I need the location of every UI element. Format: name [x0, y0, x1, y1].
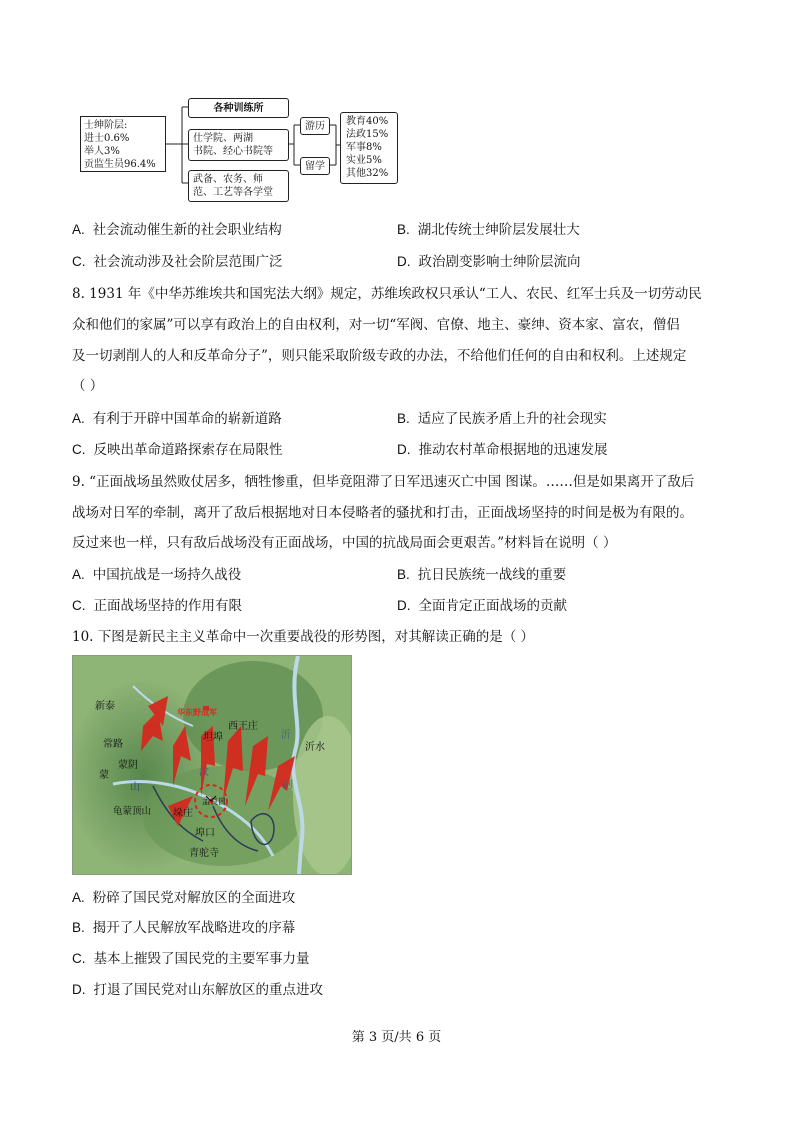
option-label: B.: [397, 567, 410, 582]
q9-option-b[interactable]: [397, 565, 566, 585]
academies-line: 书院、经心书院等: [193, 146, 273, 157]
map-label-yi: 沂: [281, 730, 291, 741]
q8-stem-line: 8. 1931 年《中华苏维埃共和国宪法大纲》规定，苏维埃政权只承认“工人、农民、红军士兵及一切劳动民: [72, 286, 702, 302]
map-label-yishui: 沂水: [305, 742, 325, 753]
map-label-fukou: 埠口: [195, 828, 215, 839]
option-label: A.: [72, 890, 85, 905]
q9-stem-line: 战场对日军的牵制，离开了敌后根据地对日本侵略者的骚扰和打击，正面战场坚持的时间是极为有限的。: [72, 505, 693, 521]
option-label: C.: [72, 598, 86, 613]
option-text: 打退了国民党对山东解放区的重点进攻: [93, 982, 323, 998]
map-label-he: 河: [283, 780, 293, 791]
q8-stem-line: 众和他们的家属”可以享有政治上的自由权利，对一切“军阀、官僚、地主、豪绅、资本家、富农，僧侣: [72, 317, 680, 333]
q7-option-c[interactable]: [72, 252, 283, 272]
q10-option-c[interactable]: [72, 949, 310, 969]
option-text: 社会流动涉及社会阶层范围广泛: [93, 254, 283, 270]
q8-option-a[interactable]: [72, 409, 282, 429]
gentry-box: [80, 116, 166, 172]
map-label-menglianggu: 孟良崮: [202, 797, 226, 806]
study-abroad-box: 留学: [300, 157, 330, 175]
option-label: D.: [397, 254, 411, 269]
option-text: 政治剧变影响士绅阶层流向: [418, 254, 581, 270]
option-label: C.: [72, 442, 86, 457]
option-text: 推动农村革命根据地的迅速发展: [418, 442, 608, 458]
schools-box: [188, 170, 289, 202]
option-text: 揭开了人民解放军战略进攻的序幕: [92, 920, 296, 936]
q8-option-d[interactable]: [397, 440, 608, 460]
map-label-xintai: 新泰: [95, 701, 115, 712]
q7-option-b[interactable]: [397, 220, 580, 240]
career-line: 军事8%: [346, 142, 382, 153]
map-label-qingtuosi: 青驼寺: [189, 848, 219, 859]
academies-box: [188, 129, 289, 161]
gentry-line: 进士0.6%: [84, 133, 130, 144]
gentry-line: 士绅阶层:: [84, 120, 128, 131]
map-label-mengyin: 蒙阴: [118, 760, 138, 771]
option-text: 基本上摧毁了国民党的主要军事力量: [93, 951, 310, 967]
map-label-tanbu: 坦埠: [203, 732, 223, 743]
option-text: 社会流动催生新的社会职业结构: [92, 222, 282, 238]
q10-option-d[interactable]: [72, 980, 323, 1000]
q7-option-d[interactable]: [397, 252, 581, 272]
q10-stem: 10. 下图是新民主主义革命中一次重要战役的形势图，对其解读正确的是（ ）: [72, 629, 535, 645]
map-terrain: [73, 656, 351, 874]
option-text: 有利于开辟中国革命的崭新道路: [92, 411, 282, 427]
schools-line: 武备、农务、师: [193, 174, 263, 185]
q9-option-c[interactable]: [72, 596, 242, 616]
option-text: 中国抗战是一场持久战役: [92, 567, 242, 583]
option-text: 全面肯定正面战场的贡献: [418, 598, 567, 614]
q8-stem-line: 及一切剥削人的人和反革命分子”，则只能采取阶级专政的办法，不给他们任何的自由和权利。上述规定: [72, 348, 687, 364]
option-label: C.: [72, 254, 86, 269]
option-label: D.: [397, 442, 411, 457]
option-label: B.: [72, 920, 85, 935]
q9-option-a[interactable]: [72, 565, 241, 585]
travel-box: 游历: [300, 117, 330, 135]
option-text: 反映出革命道路探索存在局限性: [93, 442, 283, 458]
q10-option-a[interactable]: [72, 888, 295, 908]
option-label: C.: [72, 951, 86, 966]
map-label-duozhuang: 垛庄: [173, 808, 193, 819]
career-line: 实业5%: [346, 155, 382, 166]
option-label: A.: [72, 567, 85, 582]
gentry-line: 举人3%: [84, 146, 120, 157]
career-line: 其他32%: [346, 168, 389, 179]
map-label-changlu: 常路: [103, 739, 123, 750]
battle-situation-map: [72, 655, 352, 875]
career-distribution-box: [340, 112, 398, 184]
q9-option-d[interactable]: [397, 596, 567, 616]
q9-stem-line: 9. “正面战场虽然败仗居多，牺牲惨重，但毕竟阻滞了日军迅速灭亡中国 图谋。……但是如果离开了敌后: [72, 474, 695, 490]
q10-option-b[interactable]: [72, 918, 295, 938]
career-line: 法政15%: [346, 129, 389, 140]
q7-option-a[interactable]: [72, 220, 282, 240]
option-label: D.: [72, 982, 86, 997]
option-label: D.: [397, 598, 411, 613]
gentry-line: 贡监生员96.4%: [84, 159, 156, 170]
academies-line: 仕学院、两湖: [193, 133, 253, 144]
map-label-shan: 山: [130, 782, 140, 793]
option-text: 抗日民族统一战线的重要: [417, 567, 567, 583]
option-label: B.: [397, 222, 410, 237]
q8-option-c[interactable]: [72, 440, 283, 460]
option-label: A.: [72, 222, 85, 237]
q8-answer-blank: （ ）: [72, 378, 104, 394]
map-label-xiwangzhuang: 西王庄: [228, 721, 258, 732]
page-footer: 第 3 页/共 6 页: [351, 1030, 442, 1045]
option-text: 适应了民族矛盾上升的社会现实: [417, 411, 607, 427]
schools-line: 范、工艺等各学堂: [193, 187, 273, 198]
map-label-guimengdingshan: 龟蒙顶山: [113, 806, 152, 817]
map-label-huadong-army: 华东野战军: [177, 708, 217, 717]
option-text: 正面战场坚持的作用有限: [93, 598, 242, 614]
map-label-wen: 汶: [199, 767, 209, 778]
q8-option-b[interactable]: [397, 409, 607, 429]
map-label-meng: 蒙: [99, 770, 109, 781]
option-text: 湖北传统士绅阶层发展壮大: [417, 222, 580, 238]
q9-stem-line: 反过来也一样，只有敌后战场没有正面战场，中国的抗战局面会更艰苦。”材料旨在说明（ ）: [72, 535, 617, 551]
option-label: A.: [72, 411, 85, 426]
career-line: 教育40%: [346, 116, 389, 127]
option-label: B.: [397, 411, 410, 426]
training-institutes-box: 各种训练所: [188, 98, 289, 118]
option-text: 粉碎了国民党对解放区的全面进攻: [92, 890, 296, 906]
